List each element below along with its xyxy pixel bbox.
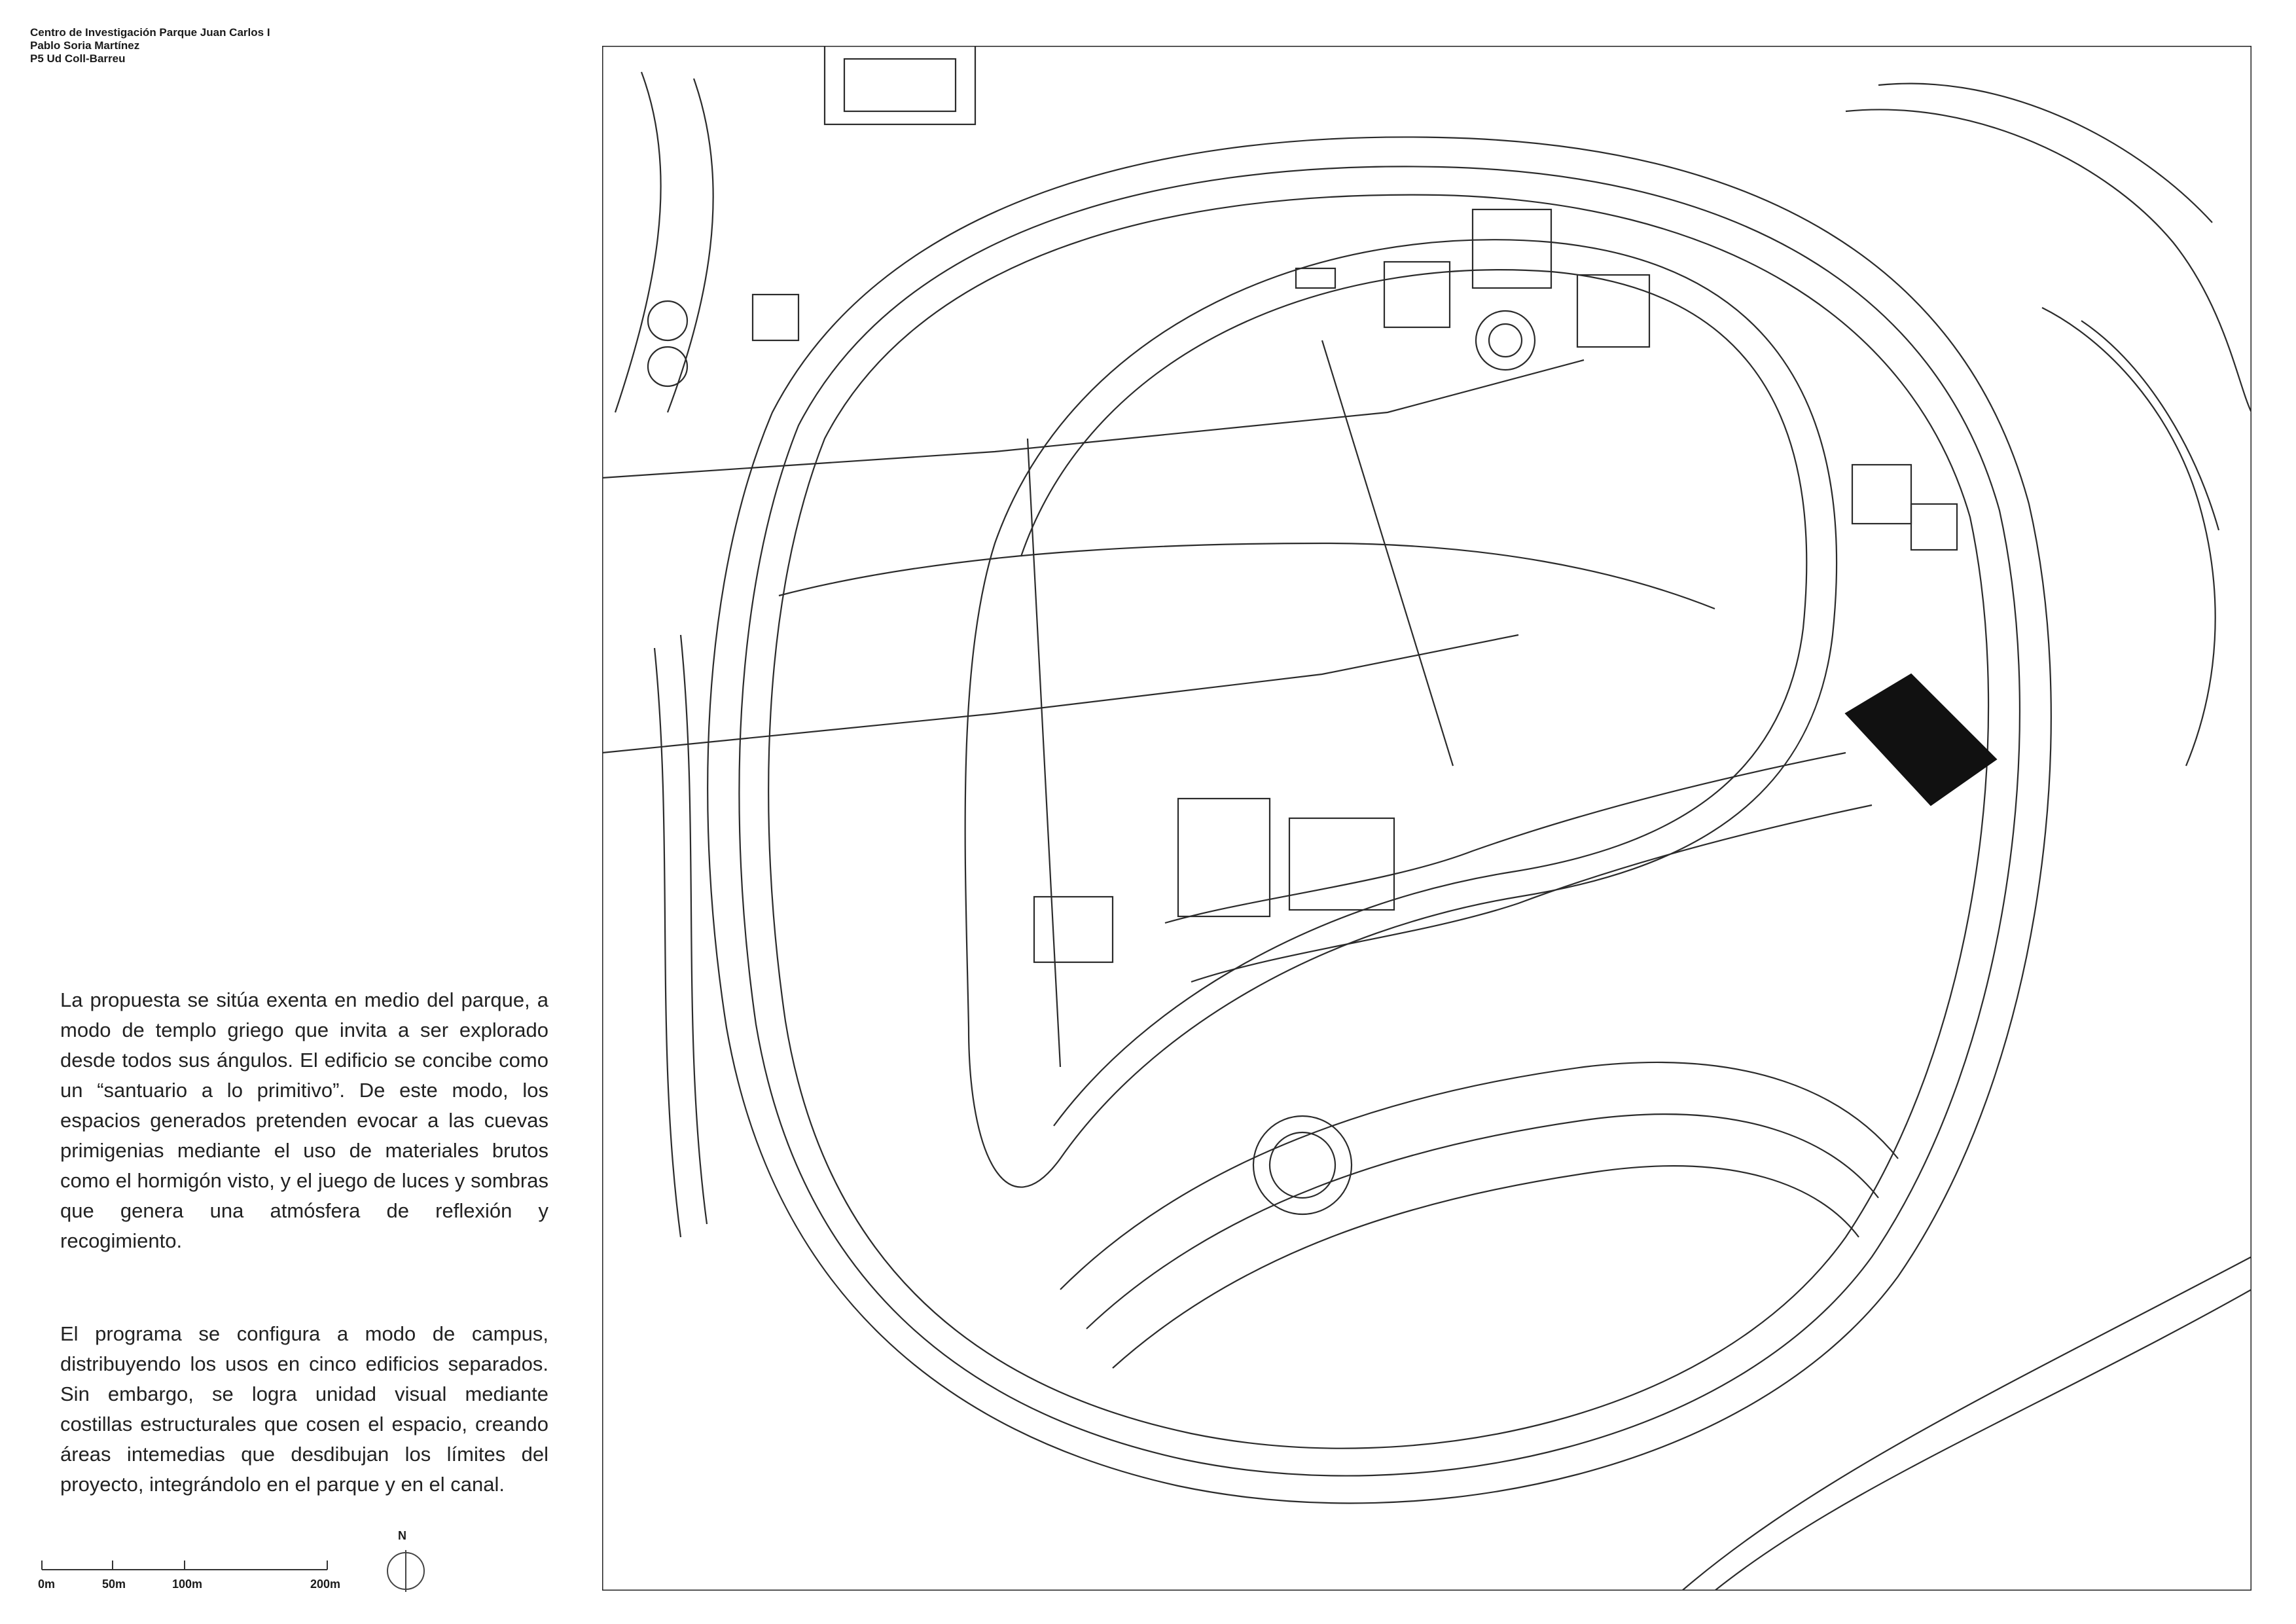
scale-label-0: 0m bbox=[38, 1578, 56, 1591]
studio-unit: P5 Ud Coll-Barreu bbox=[30, 52, 126, 65]
map-linework bbox=[602, 46, 2251, 1591]
scale-label-200: 200m bbox=[310, 1578, 341, 1591]
description-paragraph-1: La propuesta se sitúa exenta en medio del parque, a modo de templo griego que invita a ser explorado desde todos sus ángulos. El edificio se concibe como un “santuario a lo primitivo”. De este modo, los espacios generados pretenden evocar a las cuevas primigenias mediante el uso de materiales brutos como el hormigón visto, y el juego de luces y sombras que genera una atmósfera de reflexión y recogimiento. bbox=[60, 988, 548, 1252]
proposed-building-footprint bbox=[1846, 674, 1996, 805]
scale-label-100: 100m bbox=[172, 1578, 203, 1591]
description-paragraph-2: El programa se configura a modo de campus, distribuyendo los usos en cinco edificios separados. Sin embargo, se logra unidad visual mediante costillas estructurales que cosen el espacio, creando áreas intemedias que desdibujan los límites del proyecto, integrándolo en el parque y en el canal. bbox=[60, 1322, 548, 1496]
north-arrow-icon bbox=[383, 1532, 429, 1592]
title-block bbox=[30, 26, 270, 65]
map-frame bbox=[602, 46, 2251, 1591]
site-plan-map bbox=[602, 46, 2251, 1591]
author-name: Pablo Soria Martínez bbox=[30, 39, 140, 52]
north-label: N bbox=[398, 1529, 406, 1542]
project-title: Centro de Investigación Parque Juan Carlos I bbox=[30, 26, 270, 39]
scale-label-50: 50m bbox=[102, 1578, 126, 1591]
